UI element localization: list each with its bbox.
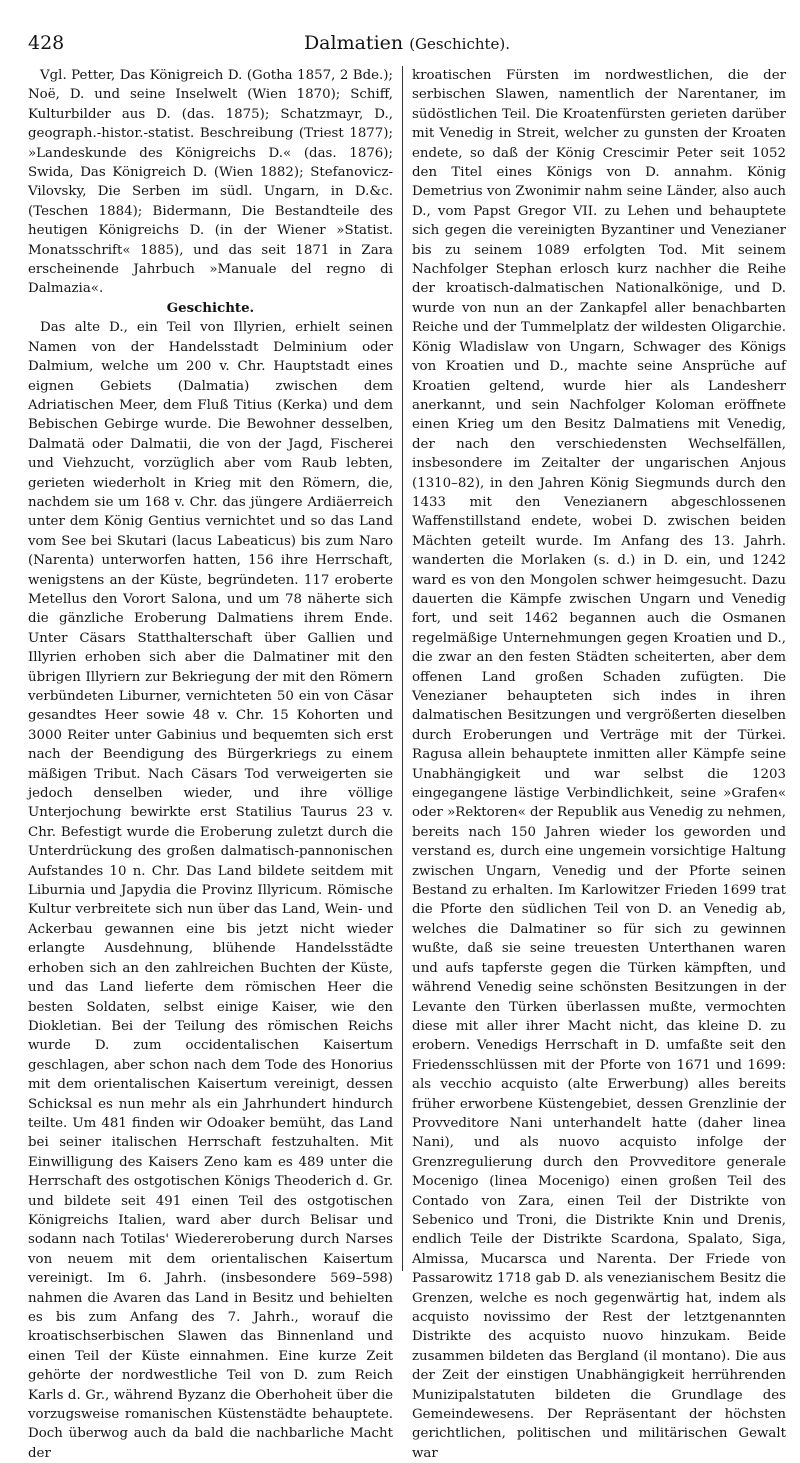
history-continuation-paragraph: kroatischen Fürsten im nordwestlichen, die der serbischen Slawen, namentlich der Narentaner, im südöstlichen Teil. Die Kroatenfürsten gerieten darüber mit Venedig in Streit, welcher zu gunsten der Kroaten endete, so daß der König Crescimir Peter seit 1052 den Titel eines Königs von D. annahm. König Demetrius von Zwonimir nahm seine Länder, also auch D., vom Papst Gregor VII. zu Lehen und behauptete sich gegen die vereinigten Byzantiner und Venezianer bis zu seinem 1089 erfolgten Tod. Mit seinem Nachfolger Stephan erlosch kurz nachher die Reihe der kroatisch-dalmatischen Nationalkönige, und D. wurde von nun an der Zankapfel aller benachbarten Reiche und der Tummelplatz der wildesten Oligarchie. König Wladislaw von Ungarn, Schwager des Königs von Kroatien und D., machte seine Ansprüche auf Kroatien geltend, wurde hier als Landesherr anerkannt, und sein Nachfolger Koloman eröffnete einen Krieg um den Besitz Dalmatiens mit Venedig, der nach den verschiedensten Wechselfällen, insbesondere im Zeitalter der ungarischen Anjous (1310–82), in den Jahren König Siegmunds durch den 1433 mit den Venezianern abgeschlossenen Waffenstillstand endete, wobei D. zwischen beiden Mächten geteilt wurde. Im Anfang des 13. Jahrh. wanderten die Morlaken (s. d.) in D. ein, und 1242 ward es von den Mongolen schwer heimgesucht. Dazu dauerten die Kämpfe zwischen Ungarn und Venedig fort, und seit 1462 begannen auch die Osmanen regelmäßige Unternehmungen gegen Kroatien und D., die zwar an den festen Städten scheiterten, aber dem offenen Land großen Schaden zufügten. Die Venezianer behaupteten sich indes in ihren dalmatischen Besitzungen und vergrößerten dieselben durch Eroberungen und Verträge mit der Türkei. Ragusa allein behauptete inmitten aller Kämpfe seine Unabhängigkeit und war selbst die 1203 eingegangene lästige Verbindlichkeit, seine »Grafen« oder »Rektoren« der Republik aus Venedig zu nehmen, bereits nach 150 Jahren wieder los geworden und verstand es, durch eine ungemein vorsichtige Haltung zwischen Ungarn, Venedig und der Pforte seinen Bestand zu erhalten. Im Karlowitzer Frieden 1699 trat die Pforte den südlichen Teil von D. an Venedig ab, welches die Dalmatiner so für sich zu gewinnen wußte, daß sie seine treuesten Unterthanen waren und aufs tapferste gegen die Türken kämpften, und während Venedig seine schönsten Besitzungen in der Levante den Türken überlassen mußte, vermochten diese mit aller ihrer Macht nicht, das kleine D. zu erobern. Venedigs Herrschaft in D. umfaßte seit den Friedensschlüssen mit der Pforte von 1671 und 1699: als vecchio acquisto (alte Erwerbung) alles bereits früher erworbene Küstengebiet, dessen Grenzlinie der Provveditore Nani unterhandelt hatte (daher linea Nani), und als nuovo acquisto infolge der Grenzregulierung durch den Provveditore generale Mocenigo (linea Mocenigo) einen großen Teil des Contado von Zara, einen Teil der Distrikte von Sebenico und Troni, die Distrikte Knin und Drenis, endlich Teile der Distrikte Scardona, Spalato, Siga, Almissa, Mucarsca und Narenta. Der Friede von Passarowitz 1718 gab D. als venezianischem Besitz die Grenzen, welche es noch gegenwärtig hat, indem als acquisto novissimo der Rest der letztgenannten Distrikte des acquisto nuovo hinzukam. Beide zusammen bildeten das Bergland (il montano). Die aus der Zeit der einstigen Unabhängigkeit herrührenden Munizipalstatuten bildeten die Grundlage des Gemeindewesens. Der Repräsentant der höchsten gerichtlichen, politischen und militärischen Gewalt war [412,68,786,1461]
running-title-main: Dalmatien [303,32,404,54]
page-header [28,26,786,66]
right-column [402,66,786,1461]
running-title-sub: (Geschichte). [409,35,511,53]
history-paragraph: Das alte D., ein Teil von Illyrien, erhielt seinen Namen von der Handelsstadt Delminium oder Dalmium, welche um 200 v. Chr. Hauptstadt eines eignen Gebiets (Dalmatia) zwischen dem Adriatischen Meer, dem Fluß Titius (Kerka) und dem Bebischen Gebirge wurde. Die Bewohner desselben, Dalmatä oder Dalmatii, die von der Jagd, Fischerei und Viehzucht, vorzüglich aber vom Raub lebten, gerieten wiederholt in Krieg mit den Römern, die, nachdem sie um 168 v. Chr. das jüngere Ardiäerreich unter dem König Gentius vernichtet und so das Land vom See bei Skutari (lacus Labeaticus) bis zum Naro (Narenta) unterworfen hatten, 156 ihre Herrschaft, wenigstens an der Küste, begründeten. 117 eroberte Metellus den Vorort Salona, und um 78 näherte sich die gänzliche Eroberung Dalmatiens ihrem Ende. Unter Cäsars Statthalterschaft über Gallien und Illyrien erhoben sich aber die Dalmatiner mit den übrigen Illyriern zur Bekriegung der mit den Römern verbündeten Liburner, vernichteten 50 ein von Cäsar gesandtes Heer sowie 48 v. Chr. 15 Kohorten und 3000 Reiter unter Gabinius und bequemten sich erst nach der Beendigung des Bürgerkriegs zu einem mäßigen Tribut. Nach Cäsars Tod verweigerten sie jedoch denselben wieder, und ihre völlige Unterjochung bewirkte erst Statilius Taurus 23 v. Chr. Befestigt wurde die Eroberung zuletzt durch die Unterdrückung des großen dalmatisch-pannonischen Aufstandes 10 n. Chr. Das Land bildete seitdem mit Liburnia und Japydia die Provinz Illyricum. Römische Kultur verbreitete sich nun über das Land, Wein- und Ackerbau gewannen eine bis jetzt nicht wieder erlangte Ausdehnung, blühende Handelsstädte erhoben sich an den zahlreichen Buchten der Küste, und das Land lieferte dem römischen Heer die besten Soldaten, selbst einige Kaiser, wie den Diokletian. Bei der Teilung des römischen Reichs wurde D. zum occidentalischen Kaisertum geschlagen, aber schon nach dem Tode des Honorius mit dem orientalischen Kaisertum vereinigt, dessen Schicksal es nun mehr als ein Jahrhundert hindurch teilte. Um 481 finden wir Odoaker bemüht, das Land bei seiner italischen Herrschaft festzuhalten. Mit Einwilligung des Kaisers Zeno kam es 489 unter die Herrschaft des ostgotischen Königs Theoderich d. Gr. und bildete seit 491 einen Teil des ostgotischen Königreichs Italien, ward aber durch Belisar und sodann nach Totilas' Wiedereroberung durch Narses von neuem mit dem orientalischen Kaisertum vereinigt. Im 6. Jahrh. (insbesondere 569–598) nahmen die Avaren das Land in Besitz und behielten es bis zum Anfang des 7. Jahrh., worauf die kroatischserbischen Slawen das Binnenland und einen Teil der Küste einnahmen. Eine kurze Zeit gehörte der nordwestliche Teil von D. zum Reich Karls d. Gr., während Byzanz die Oberhoheit über die vorzugsweise romanischen Küstenstädte behauptete. Doch überwog auch da bald die nachbarliche Macht der [28,320,393,1461]
bibliography-paragraph: Vgl. Petter, Das Königreich D. (Gotha 1857, 2 Bde.); Noë, D. und seine Inselwelt (Wien 1870); Schiff, Kulturbilder aus D. (das. 1875); Schatzmayr, D., geograph.-histor.-statist. Beschreibung (Triest 1877); »Landeskunde des Königreichs D.« (das. 1876); Swida, Das Königreich D. (Wien 1882); Stefanovicz-Vilovsky, Die Serben im südl. Ungarn, in D.&c. (Teschen 1884); Bidermann, Die Bestandteile des heutigen Königreichs D. (in der Wiener »Statist. Monatsschrift« 1885), und das seit 1871 in Zara erscheinende Jahrbuch »Manuale del regno di Dalmazia«. [28,68,393,297]
section-heading: Geschichte. [166,299,255,316]
left-column [28,66,402,1461]
text-columns [28,66,786,1461]
page-number: 428 [28,32,65,54]
running-title [28,32,786,54]
